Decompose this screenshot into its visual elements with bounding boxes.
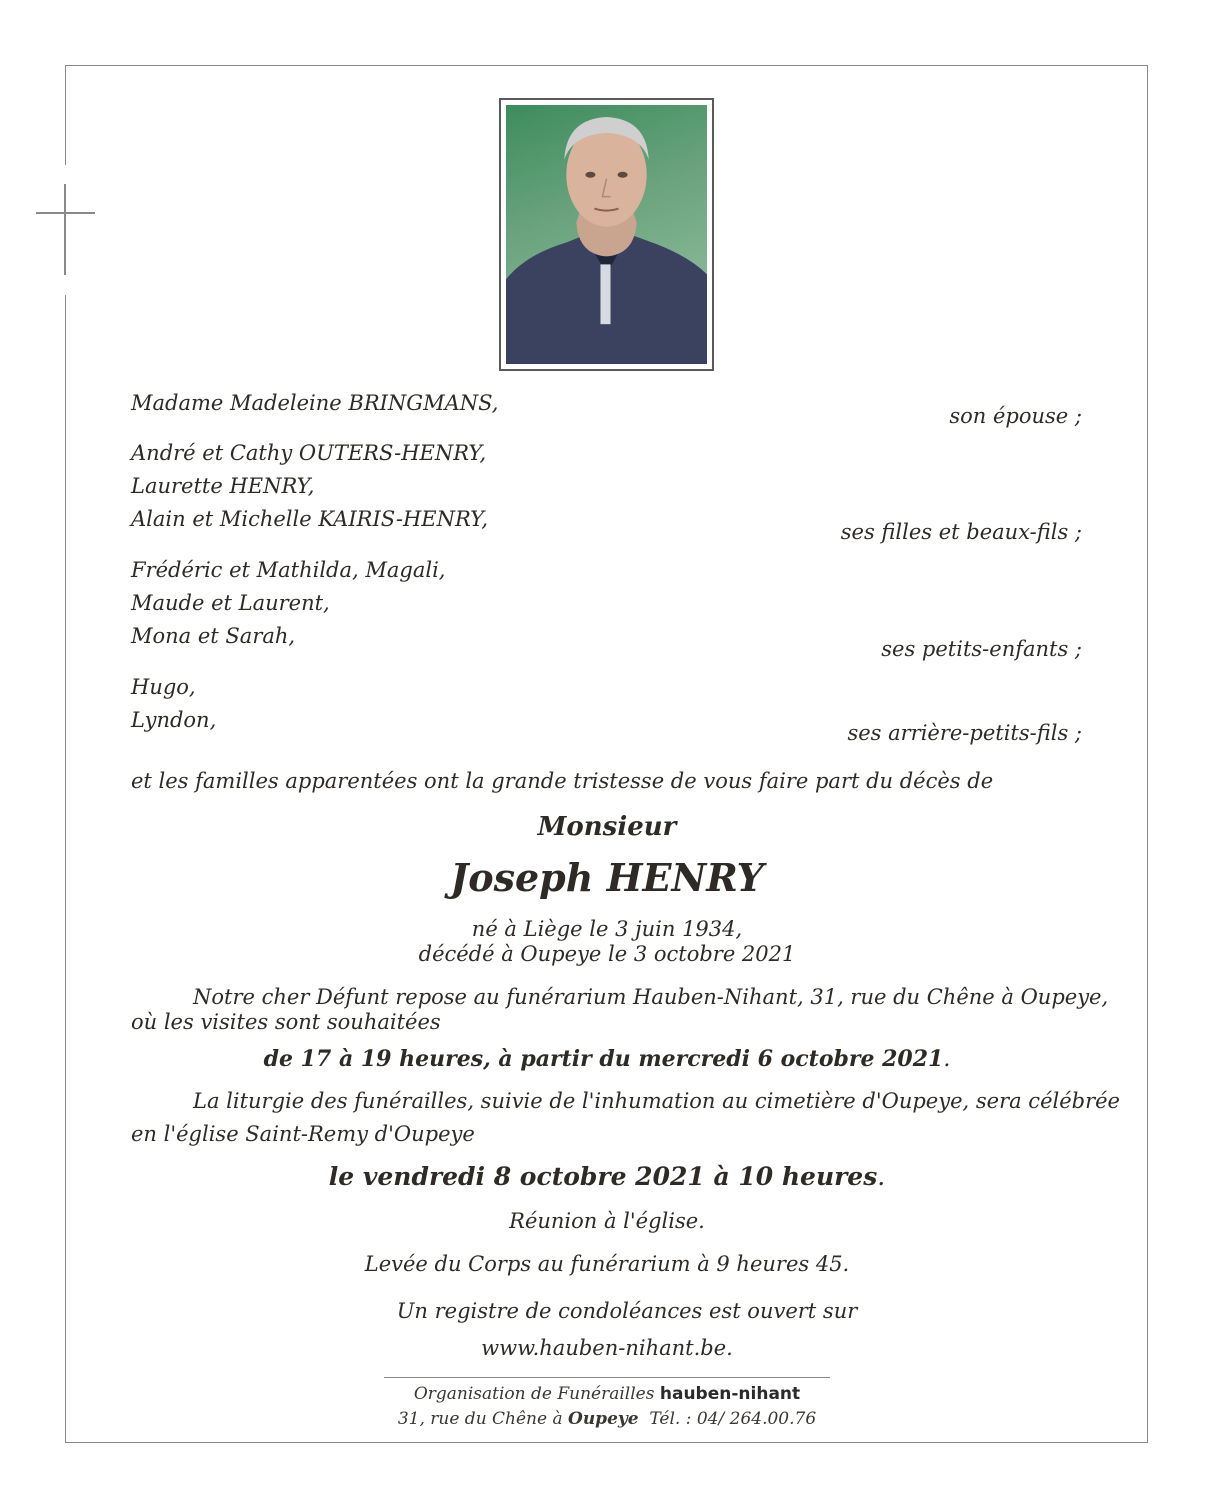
daughter-name-3: Alain et Michelle KAIRIS-HENRY,: [131, 507, 488, 531]
portrait-frame: [499, 98, 714, 371]
grandchild-name-1: Frédéric et Mathilda, Magali,: [131, 558, 446, 582]
meeting-note: Réunion à l'église.: [509, 1209, 705, 1233]
portrait-photo: [506, 105, 707, 364]
grandchildren-relation: ses petits-enfants ;: [881, 637, 1082, 661]
footer-address: 31, rue du Chêne à Oupeye Tél. : 04/ 264.00.76: [397, 1409, 817, 1429]
visits-schedule-text: de 17 à 19 heures, à partir du mercredi 6 octobre 2021: [263, 1046, 944, 1072]
footer-town: Oupeye: [568, 1409, 639, 1429]
footer-divider: [384, 1377, 830, 1378]
deceased-title: Monsieur: [537, 812, 677, 842]
brand-logo: hauben-nihant: [659, 1384, 801, 1404]
condolences-website[interactable]: www.hauben-nihant.be.: [481, 1336, 733, 1360]
grandchild-name-3: Mona et Sarah,: [131, 624, 296, 648]
condolences-line: Un registre de condoléances est ouvert sur: [396, 1299, 858, 1323]
daughter-name-2: Laurette HENRY,: [131, 474, 315, 498]
footer-phone: Tél. : 04/ 264.00.76: [649, 1409, 817, 1429]
great-grandchildren-relation: ses arrière-petits-fils ;: [847, 721, 1082, 745]
spouse-name: Madame Madeleine BRINGMANS,: [131, 391, 499, 415]
funeral-line-2: en l'église Saint-Remy d'Oupeye: [131, 1122, 475, 1146]
funeral-date: le vendredi 8 octobre 2021 à 10 heures.: [328, 1162, 886, 1191]
announcement-text: et les familles apparentées ont la grande tristesse de vous faire part du décès de: [131, 769, 994, 793]
visits-line-1: Notre cher Défunt repose au funérarium Hauben-Nihant, 31, rue du Chêne à Oupeye,: [193, 985, 1109, 1009]
funeral-date-text: le vendredi 8 octobre 2021 à 10 heures: [328, 1162, 878, 1191]
daughters-relation: ses filles et beaux-fils ;: [840, 520, 1082, 544]
spouse-relation: son épouse ;: [949, 404, 1082, 428]
deceased-name: Joseph HENRY: [450, 855, 764, 900]
great-grandchild-name-2: Lyndon,: [131, 708, 217, 732]
great-grandchild-name-1: Hugo,: [131, 675, 196, 699]
grandchild-name-2: Maude et Laurent,: [131, 591, 330, 615]
cross-icon-bar: [36, 212, 95, 214]
departure-note: Levée du Corps au funérarium à 9 heures 45.: [364, 1252, 850, 1276]
birth-line: né à Liège le 3 juin 1934,: [471, 917, 743, 941]
funeral-line-1: La liturgie des funérailles, suivie de l'inhumation au cimetière d'Oupeye, sera célébrée: [193, 1089, 1120, 1113]
daughter-name-1: André et Cathy OUTERS-HENRY,: [131, 441, 487, 465]
footer-organisation: Organisation de Funérailles hauben-nihant: [413, 1384, 801, 1404]
cross-icon: [64, 184, 66, 275]
visits-schedule: de 17 à 19 heures, à partir du mercredi 6 octobre 2021.: [263, 1046, 951, 1072]
portrait-illustration: [506, 105, 707, 364]
death-line: décédé à Oupeye le 3 octobre 2021: [418, 942, 796, 966]
visits-line-2: où les visites sont souhaitées: [131, 1010, 441, 1034]
